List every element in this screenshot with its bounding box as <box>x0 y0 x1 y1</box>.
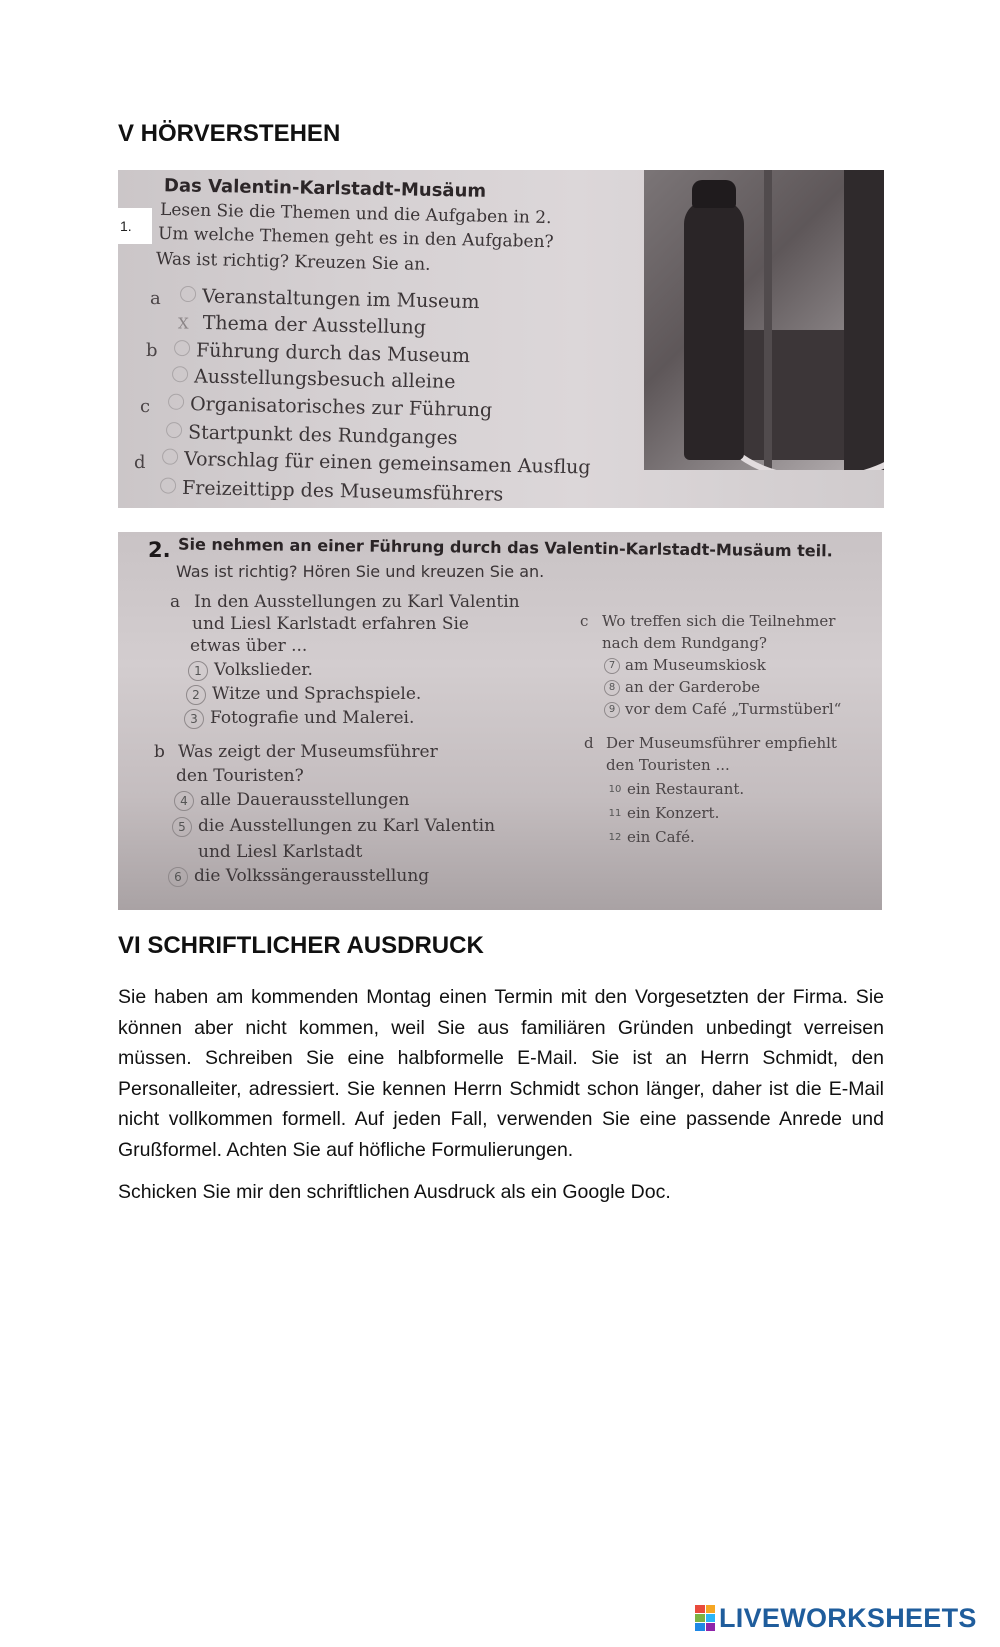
option-letter: a <box>150 288 161 309</box>
answer-text-continued: und Liesl Karlstadt <box>198 842 363 862</box>
option-letter: b <box>146 340 158 361</box>
answer-option: 11 ein Konzert. <box>608 804 720 822</box>
answer-number-circle[interactable]: 2 <box>186 685 206 705</box>
cross-mark: X <box>177 314 189 333</box>
answer-number-circle[interactable]: 9 <box>604 702 620 718</box>
answer-option: 12 ein Café. <box>608 828 695 846</box>
answer-number-circle[interactable]: 5 <box>172 817 192 837</box>
radio-circle[interactable] <box>160 477 176 493</box>
liveworksheets-logo <box>695 1603 977 1633</box>
photo-title: Das Valentin-Karlstadt-Musäum <box>163 175 487 202</box>
answer-option: 9 vor dem Café „Turmstüberl“ <box>604 700 841 718</box>
instruction-line: Um welche Themen geht es in den Aufgaben? <box>157 223 554 253</box>
answer-number-circle[interactable]: 12 <box>608 832 622 843</box>
question-letter: c <box>580 612 589 630</box>
option-text: Startpunkt des Rundganges <box>187 421 458 450</box>
question-letter: d <box>584 734 594 752</box>
option-text: Führung durch das Museum <box>195 339 471 368</box>
option-text: Veranstaltungen im Museum <box>201 285 480 314</box>
option-item <box>162 448 591 479</box>
option-letter: c <box>140 396 151 417</box>
exercise-photo-2 <box>118 532 882 910</box>
answer-option: 4 alle Dauerausstellungen <box>174 790 409 811</box>
task-paragraph: Schicken Sie mir den schriftlichen Ausdruck als ein Google Doc. <box>118 1181 671 1203</box>
section-heading-schriftlicher-ausdruck: VI SCHRIFTLICHER AUSDRUCK <box>118 932 484 959</box>
option-item <box>166 421 458 449</box>
answer-option: 3 Fotografie und Malerei. <box>184 708 414 729</box>
question-text: Was zeigt der Museumsführer <box>178 742 438 762</box>
question-letter: a <box>170 592 181 612</box>
option-text: Ausstellungsbesuch alleine <box>193 365 456 393</box>
exercise-photo-1 <box>118 170 884 508</box>
exercise-subheading: Was ist richtig? Hören Sie und kreuzen Sie an. <box>176 562 545 581</box>
answer-number-circle[interactable]: 7 <box>604 658 620 674</box>
answer-number-circle[interactable]: 3 <box>184 709 204 729</box>
option-item <box>172 365 456 393</box>
option-item <box>168 393 493 422</box>
exercise-number: 2. <box>148 538 171 562</box>
liveworksheets-icon <box>695 1605 715 1631</box>
answer-option: 7 am Museumskiosk <box>604 656 766 674</box>
option-item <box>160 476 504 505</box>
task-paragraph: Sie haben am kommenden Montag einen Termin mit den Vorgesetzten der Firma. Sie können aber nicht kommen, weil Sie aus familiären Gründen unbedingt verreisen müssen. Schreiben Sie eine halbformelle E-Mail. Sie ist an Herrn Schmidt, den Personalleiter, adressiert. Sie kennen Herrn Schmidt schon länger, daher ist die E-Mail nicht vollkommen formell. Auf jeden Fall, verwenden Sie eine passende Anrede und Grußformel. Achten Sie auf höfliche Formulierungen. <box>118 986 884 1161</box>
question-text: und Liesl Karlstadt erfahren Sie <box>192 614 469 634</box>
section-heading-hoerverstehen: V HÖRVERSTEHEN <box>118 120 341 147</box>
option-text: Thema der Ausstellung <box>202 311 427 339</box>
question-text: Der Museumsführer empfiehlt <box>606 734 837 752</box>
option-text: Freizeittipp des Museumsführers <box>181 476 504 506</box>
question-text: Wo treffen sich die Teilnehmer <box>602 612 836 630</box>
option-text: Organisatorisches zur Führung <box>189 393 493 422</box>
answer-number-circle[interactable]: 4 <box>174 791 194 811</box>
radio-circle[interactable] <box>162 449 178 465</box>
option-text: Vorschlag für einen gemeinsamen Ausflug <box>183 447 591 479</box>
answer-option: 6 die Volkssängerausstellung <box>168 866 429 887</box>
logo-text: LIVEWORKSHEETS <box>719 1602 977 1633</box>
question-text: nach dem Rundgang? <box>602 634 767 652</box>
answer-option: 2 Witze und Sprachspiele. <box>186 684 421 705</box>
answer-number-circle[interactable]: 8 <box>604 680 620 696</box>
radio-circle[interactable] <box>168 394 184 410</box>
radio-circle[interactable] <box>180 286 196 302</box>
question-text: In den Ausstellungen zu Karl Valentin <box>194 592 520 612</box>
answer-number-circle[interactable]: 1 <box>188 661 208 681</box>
radio-circle[interactable] <box>172 366 188 382</box>
answer-option: 5 die Ausstellungen zu Karl Valentin <box>172 816 495 837</box>
instruction-line: Lesen Sie die Themen und die Aufgaben in 2. <box>159 199 552 229</box>
option-item <box>178 311 426 338</box>
statue-photo <box>644 170 884 470</box>
radio-circle[interactable] <box>166 422 182 438</box>
answer-option: 1 Volkslieder. <box>188 660 313 681</box>
radio-circle[interactable] <box>174 340 190 356</box>
question-text: den Touristen? <box>176 766 304 786</box>
instruction-line: Was ist richtig? Kreuzen Sie an. <box>155 249 431 275</box>
answer-option: 10 ein Restaurant. <box>608 780 745 798</box>
question-letter: b <box>154 742 165 762</box>
option-item <box>174 339 470 367</box>
question-text: etwas über ... <box>190 636 308 656</box>
exercise-heading: Sie nehmen an einer Führung durch das Valentin-Karlstadt-Musäum teil. <box>177 534 833 561</box>
answer-option: 8 an der Garderobe <box>604 678 760 696</box>
option-letter: d <box>134 452 146 473</box>
answer-number-circle[interactable]: 11 <box>608 808 622 819</box>
question-text: den Touristen ... <box>606 756 730 774</box>
exercise-number: 1. <box>118 208 152 244</box>
answer-number-circle[interactable]: 10 <box>608 784 622 795</box>
answer-number-circle[interactable]: 6 <box>168 867 188 887</box>
option-item <box>180 285 480 313</box>
